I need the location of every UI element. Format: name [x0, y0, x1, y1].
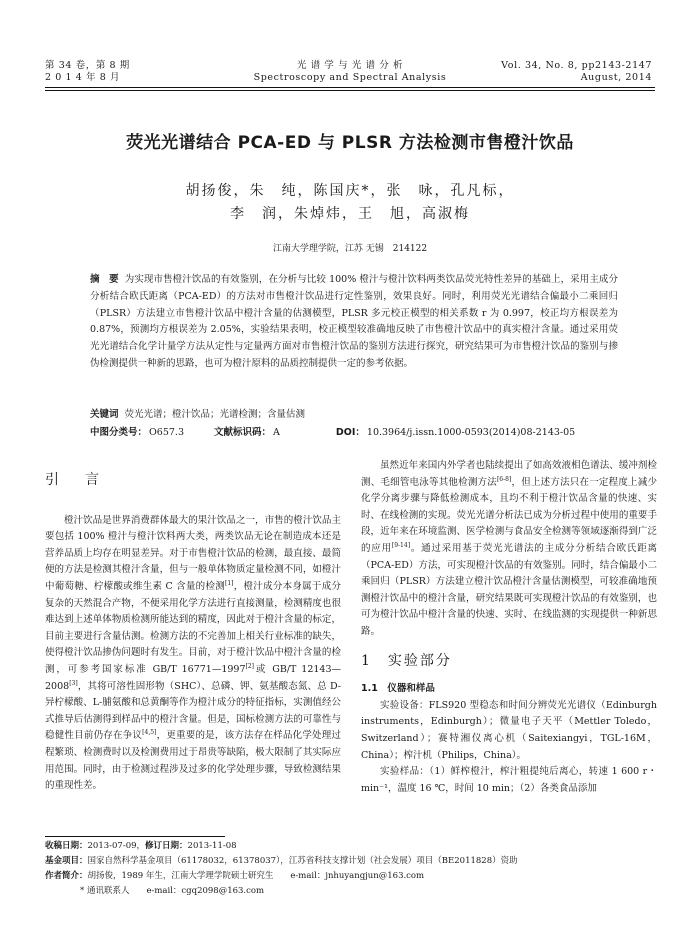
doi-label: DOI：: [335, 427, 365, 438]
keywords: [90, 407, 618, 423]
intro-paragraph: [45, 513, 341, 795]
right-column: [361, 458, 657, 797]
abstract-label: 摘 要: [90, 274, 119, 285]
clc-label: 中图分类号：: [90, 427, 148, 438]
section-heading: 1 实验部分: [361, 652, 452, 669]
intro-text-a: 橙汁饮品是世界消费群体最大的果汁饮品之一，市售的橙汁饮品主要包括 100% 橙汁与橙汁饮料两大类，两类饮品无论在制造成本还是营养品质上均存在明显差异。对于市售橙汁饮品的检测，最直接、最简便的方法是检测其橙汁含量，但与一般单体物质定量检测不同，如橙汁中葡萄糖、柠檬酸或维生素 C 含量的检测: [45, 514, 341, 592]
intro-text-c: 或 GB/T 12143—2008: [45, 663, 342, 692]
keywords-text: 荧光光谱；橙汁饮品；光谱检测；含量估测: [124, 409, 306, 420]
header-rule-thin: [45, 90, 655, 91]
abstract: [90, 272, 618, 373]
footnote-author: [45, 870, 655, 883]
citation: [2]: [245, 662, 255, 670]
fund-label: 基金项目：: [45, 856, 88, 866]
intro-text-e: ，更重要的是，该方法存在样品化学处理过程繁琐、检测费时以及检测费用过于昂贵等缺陷，极大限制了其实际应用范围。同时，由于检测过程涉及过多的化学处理步骤，导致检测结果的重现性差。: [45, 730, 341, 792]
author-bio-label: 作者简介：: [45, 871, 88, 881]
samples-paragraph: 实验样品：（1）鲜榨橙汁，榨汁粗提纯后离心，转速 1 600 r・min⁻¹，温度 16 ℃，时间 10 min；（2）各类食品添加: [361, 766, 657, 794]
footnote-rule: [45, 836, 225, 837]
affiliation: 江南大学理学院，江苏 无锡 214122: [272, 244, 428, 254]
revised-label: 修订日期：: [145, 841, 188, 851]
citation: [3]: [69, 679, 78, 687]
citation: [4,5]: [142, 729, 157, 737]
fund-text: 国家自然科学基金项目（61178032，61378037），江苏省科技支撑计划（社会发展）项目（BE2011828）资助: [87, 856, 518, 866]
authors-line-2: 李 润，朱焯炜，王 旭，高淑梅: [230, 206, 470, 222]
body-text-c: 。通过采用基于荧光光谱法的主成分分析结合欧氏距离（PCA-ED）方法，可实现橙汁饮品的有效鉴别。同时，结合偏最小二乘回归（PLSR）方法建立橙汁饮品橙汁含量估测模型，可较准确地预测橙汁饮品中的橙汁含量，研究结果既可实现橙汁饮品的有效鉴别，也可为橙汁饮品中橙汁含量的快速、实时、在线监测的实现提供一种新思路。: [361, 542, 657, 637]
clc-value: O657.3: [149, 427, 185, 438]
footnote-fund: [45, 855, 655, 868]
intro-text-b: ，橙汁成分本身属于成分复杂的天然混合产物，不便采用化学方法进行直接测量，检测精度也很难达到上述单体物质检测所能达到的精度，因此对于橙汁含量的标定，目前主要进行含量估测。检测方法的不完善加上相关行业标准的缺失，使得橙汁饮品掺伪问题时有发生。目前，对于橙汁饮品中橙汁含量的检测，可参考国家标准 GB/T 16771—1997: [45, 580, 341, 675]
journal-name-cn: 光 谱 学 与 光 谱 分 析: [296, 60, 404, 71]
issue-date: 2 0 1 4 年 8 月: [45, 72, 121, 83]
citation: [6-8]: [496, 475, 512, 483]
classification-line: [90, 425, 618, 441]
body-text-b: ，但上述方法只在一定程度上减少化学分离步骤与降低检测成本，且均不利于橙汁饮品含量的快速、实时、在线检测的实现。荧光光谱分析法已成为分析过程中使用的重要手段，近年来在环境监测、医学检测与食品安全检测等领域逐渐得到广泛的应用: [361, 476, 657, 554]
paper-title: 荧光光谱结合 PCA-ED 与 PLSR 方法检测市售橙汁饮品: [126, 133, 574, 153]
received-date: 2013-07-09，: [87, 841, 146, 851]
doi-value: 10.3964/j.issn.1000-0593(2014)08-2143-05: [366, 427, 576, 438]
authors-line-1: 胡扬俊，朱 纯，陈国庆*，张 咏，孔凡标，: [185, 183, 515, 199]
month-year: August, 2014: [580, 72, 652, 83]
intro-text-d: ，其将可溶性固形物（SHC）、总磷、钾、氨基酸态氮、总 D-异柠檬酸、L-脯氨酸和总黄酮等作为橙汁成分的特征指标，实测值经公式推导后估测得到样品中的橙汁含量。但是，国标检测方法的可靠性与稳健性目前仍存在争议: [45, 680, 341, 742]
header-rule: [45, 87, 655, 88]
doc-code-value: A: [273, 427, 280, 438]
revised-date: 2013-11-08: [187, 841, 237, 851]
received-label: 收稿日期：: [45, 841, 88, 851]
subsection-heading: 1.1 仪器和样品: [361, 683, 435, 695]
footnote-contact: * 通讯联系人 e-mail：cgq2098@163.com: [80, 886, 265, 896]
intro-heading: 引 言: [45, 472, 105, 488]
equipment-paragraph: 实验设备：FLS920 型稳态和时间分辨荧光光谱仪（Edinburgh instruments，Edinburgh）；微量电子天平（Mettler Toledo，Switzerland）；赛特湘仪离心机（Saitexiangyi，TGL-16M，China）；榨汁机（Philips，China）。: [361, 699, 657, 761]
issue-volume: 第 34 卷，第 8 期: [45, 60, 130, 71]
journal-name-en: Spectroscopy and Spectral Analysis: [253, 72, 447, 83]
citation: [1]: [224, 579, 234, 587]
keywords-label: 关键词: [90, 409, 119, 420]
body-text-a: 虽然近年来国内外学者也陆续提出了如高效液相色谱法、缓冲剂检测、毛细管电泳等其他检测方法: [361, 460, 657, 488]
doc-code-label: 文献标识码：: [214, 427, 272, 438]
left-column: [45, 458, 341, 795]
footnote-dates: [45, 840, 655, 853]
citation: [9-14]: [391, 541, 411, 549]
volume-pages: Vol. 34, No. 8, pp2143-2147: [501, 60, 652, 71]
methods-paragraph: [361, 458, 657, 641]
abstract-text: 为实现市售橙汁饮品的有效鉴别，在分析与比较 100% 橙汁与橙汁饮料两类饮品荧光特性差异的基础上，采用主成分分析结合欧氏距离（PCA-ED）的方法对市售橙汁饮品进行定性鉴别，效果良好。同时，利用荧光光谱结合偏最小二乘回归（PLSR）方法建立市售橙汁饮品中橙汁含量的估测模型，PLSR 多元校正模型的相关系数 r 为 0.997，校正均方根误差为 0.87%，预测均方根误差为 2.05%，实验结果表明，校正模型较准确地反映了市售橙汁饮品中的真实橙汁含量。通过采用荧光光谱结合化学计量学方法从定性与定量两方面对市售橙汁饮品的鉴别方法进行探究，研究结果可为市售橙汁饮品的鉴别与掺伪检测提供一种新的思路，也可为橙汁原料的品质控制提供一定的参考依据。: [90, 274, 618, 369]
author-bio-text: 胡扬俊，1989 年生，江南大学理学院硕士研究生 e-mail：jnhuyangjun@163.com: [87, 871, 425, 881]
journal-pages: [501, 60, 652, 84]
